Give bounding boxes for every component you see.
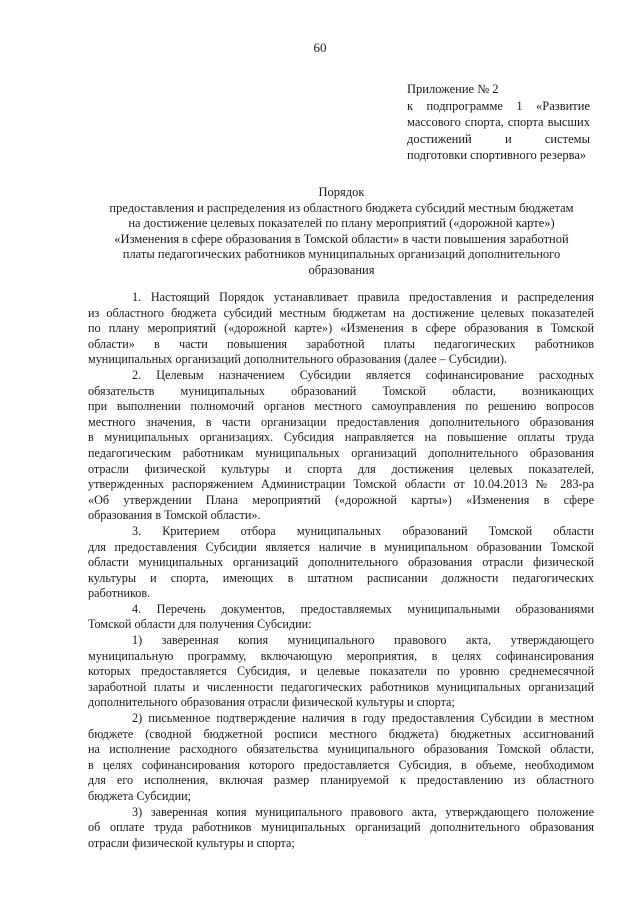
paragraph-line: утвержденных распоряжением Администрации Томской области от 10.04.2013 № 283-ра [88, 477, 594, 492]
paragraph-line: на исполнение расходного обязательства муниципального образования Томской области, [88, 742, 594, 757]
paragraph-line: области» в части повышения заработной платы педагогических работников [88, 336, 594, 351]
heading-line: платы педагогических работников муниципальных организаций дополнительного [122, 247, 561, 262]
appendix-line: достижений и системы [407, 131, 590, 146]
paragraph-line: заработной платы и численности педагогических работников муниципальных организаций [88, 679, 594, 694]
paragraph-line: в целях софинансирования которого предоставляется Субсидия, в объеме, необходимом [88, 757, 594, 772]
paragraph-line: которых предоставляется Субсидия, и целевые показатели по уровню среднемесячной [88, 664, 594, 679]
heading-line: образования [308, 262, 375, 277]
paragraph-line: «Об утверждении Плана мероприятий («дорожной карты») «Изменения в сфере [88, 492, 594, 507]
appendix-line: к подпрограмме 1 «Развитие [407, 98, 590, 113]
appendix-line: массового спорта, спорта высших [407, 115, 590, 129]
paragraph-line: 3. Критерием отбора муниципальных образований Томской области [132, 523, 594, 538]
paragraph-line: муниципальную программу, включающую мероприятия, в целях софинансирования [88, 648, 594, 663]
paragraph [88, 633, 594, 711]
paragraph-line: при выполнении полномочий органов местного самоуправления по решению вопросов [88, 399, 594, 414]
paragraph-line: в муниципальных организациях. Субсидия направляется на повышение оплаты труда [88, 430, 594, 445]
document-body [88, 290, 594, 851]
paragraph-line: 3) заверенная копия муниципального правового акта, утверждающего положение [132, 804, 594, 819]
paragraph-line: по плану мероприятий («дорожной карте») «Изменения в сфере образования в Томской [88, 321, 594, 336]
paragraph-line: 2. Целевым назначением Субсидии является софинансирование расходных [132, 367, 594, 382]
paragraph-line: 1) заверенная копия муниципального правового акта, утверждающего [132, 633, 594, 648]
appendix-line: подготовки спортивного резерва» [407, 148, 587, 162]
paragraph-line: культуры и спорта, имеющих в штатном расписании должности педагогических [88, 570, 594, 585]
paragraph-line: из областного бюджета субсидий местным бюджетам на достижение целевых показателей [88, 305, 594, 320]
paragraph-line: дополнительного образования отрасли физической культуры и спорта; [88, 695, 455, 710]
heading-line: на достижение целевых показателей по плану мероприятий («дорожной карте») [128, 216, 555, 231]
appendix-title: Приложение № 2 [407, 82, 499, 96]
heading-title: Порядок [318, 185, 365, 199]
paragraph [88, 290, 594, 368]
paragraph-line: Томской области для получения Субсидии: [88, 617, 312, 632]
document-heading [80, 185, 603, 279]
paragraph-line: работников. [88, 586, 151, 601]
paragraph-line: 4. Перечень документов, предоставляемых муниципальными образованиями [132, 601, 594, 616]
paragraph-line: образования в Томской области». [88, 508, 261, 523]
appendix-block [407, 81, 590, 164]
heading-line: «Изменения в сфере образования в Томской области» в части повышения заработной [114, 231, 569, 246]
paragraph [88, 602, 594, 633]
paragraph-line: местного значения, в части организации предоставления дополнительного образования [88, 414, 594, 429]
paragraph-line: обязательств муниципальных образований Томской области, возникающих [88, 383, 594, 398]
paragraph [88, 524, 594, 602]
paragraph-line: для предоставления Субсидии является наличие в муниципальном образовании Томской [88, 539, 594, 554]
paragraph-line: 2) письменное подтверждение наличия в году предоставления Субсидии в местном [132, 711, 594, 726]
paragraph-line: об оплате труда работников муниципальных организаций дополнительного образования [88, 820, 594, 835]
paragraph-line: бюджета Субсидии; [88, 789, 192, 803]
paragraph-line: 1. Настоящий Порядок устанавливает правила предоставления и распределения [132, 290, 594, 304]
paragraph-line: для его исполнения, включая размер планируемой к предоставлению из областного [88, 773, 594, 788]
paragraph-line: отрасли физической культуры и спорта; [88, 835, 295, 850]
page-number: 60 [313, 40, 327, 55]
paragraph-line: отрасли физической культуры и спорта для достижения целевых показателей, [88, 461, 594, 476]
paragraph [88, 805, 594, 852]
paragraph-line: педагогическим работникам муниципальных организаций дополнительного образования [88, 445, 594, 460]
paragraph [88, 711, 594, 805]
paragraph-line: области муниципальных организаций дополнительного образования отрасли физической [88, 555, 594, 570]
heading-line: предоставления и распределения из областного бюджета субсидий местным бюджетам [109, 200, 574, 215]
paragraph [88, 368, 594, 524]
paragraph-line: бюджете (сводной бюджетной росписи местного бюджета) бюджетных ассигнований [88, 726, 594, 741]
paragraph-line: муниципальных организаций дополнительного образования (далее – Субсидии). [88, 352, 508, 367]
